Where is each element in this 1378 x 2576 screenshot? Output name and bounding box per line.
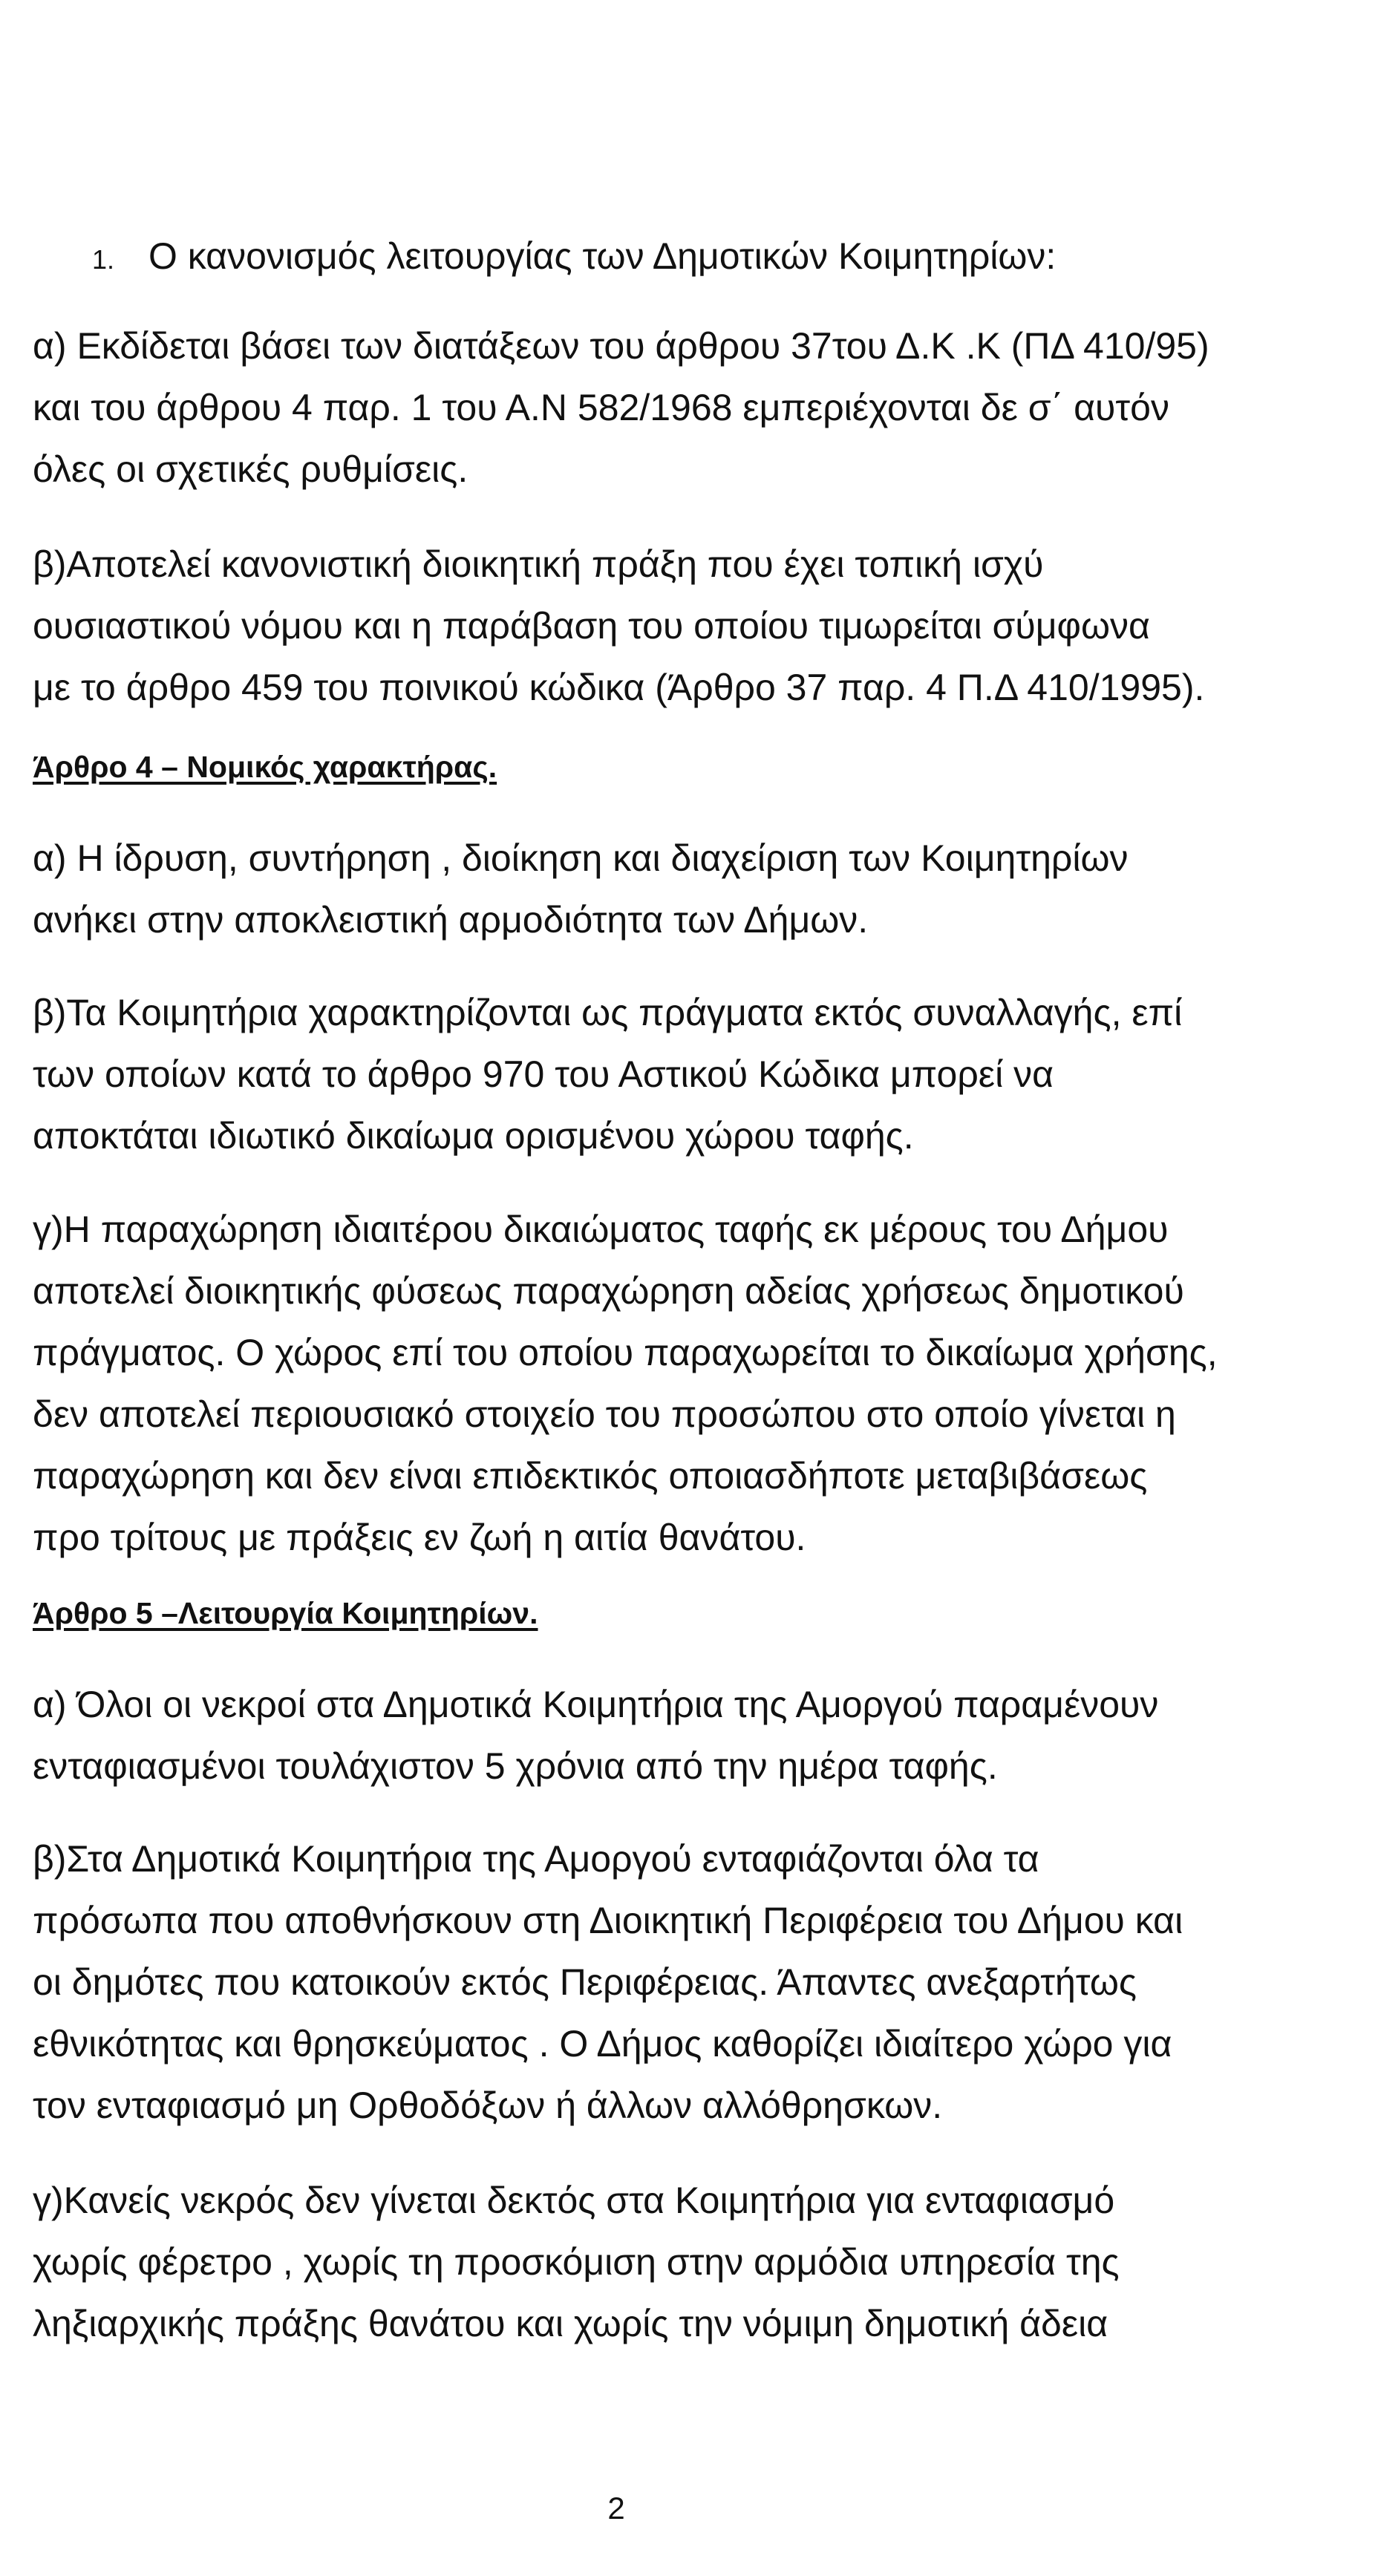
text-line: τον ενταφιασμό μη Ορθοδόξων ή άλλων αλλόθρησκων. bbox=[33, 2085, 943, 2126]
article-5-heading: Άρθρο 5 –Λειτουργία Κοιμητηρίων. bbox=[33, 1596, 538, 1630]
article-5-paragraph-a bbox=[33, 1674, 1354, 1797]
numbered-list-item bbox=[92, 230, 1056, 286]
text-line: ληξιαρχικής πράξης θανάτου και χωρίς την νόμιμη δημοτική άδεια bbox=[33, 2303, 1108, 2344]
list-item-text: Ο κανονισμός λειτουργίας των Δημοτικών Κοιμητηρίων: bbox=[148, 235, 1057, 277]
article-4-paragraph-c bbox=[33, 1199, 1354, 1569]
text-line: προ τρίτους με πράξεις εν ζωή η αιτία θανάτου. bbox=[33, 1517, 806, 1558]
text-line: ανήκει στην αποκλειστική αρμοδιότητα των Δήμων. bbox=[33, 899, 869, 941]
paragraph-b-regulatory-act bbox=[33, 534, 1354, 719]
text-line: α) Εκδίδεται βάσει των διατάξεων του άρθρου 37του Δ.Κ .Κ (ΠΔ 410/95) bbox=[33, 325, 1209, 367]
text-line: όλες οι σχετικές ρυθμίσεις. bbox=[33, 448, 468, 490]
text-line: γ)Κανείς νεκρός δεν γίνεται δεκτός στα Κοιμητήρια για ενταφιασμό bbox=[33, 2180, 1115, 2221]
page-number: 2 bbox=[607, 2491, 625, 2526]
text-line: γ)Η παραχώρηση ιδιαιτέρου δικαιώματος ταφής εκ μέρους του Δήμου bbox=[33, 1209, 1169, 1250]
text-line: χωρίς φέρετρο , χωρίς τη προσκόμιση στην αρμόδια υπηρεσία της bbox=[33, 2241, 1120, 2283]
article-5-paragraph-b bbox=[33, 1828, 1354, 2137]
text-line: ουσιαστικού νόμου και η παράβαση του οποίου τιμωρείται σύμφωνα bbox=[33, 605, 1150, 647]
article-4-paragraph-a bbox=[33, 828, 1354, 951]
text-line: β)Αποτελεί κανονιστική διοικητική πράξη που έχει τοπική ισχύ bbox=[33, 543, 1044, 585]
article-5-paragraph-c bbox=[33, 2170, 1354, 2355]
text-line: με το άρθρο 459 του ποινικού κώδικα (Άρθρο 37 παρ. 4 Π.Δ 410/1995). bbox=[33, 667, 1205, 708]
text-line: και του άρθρου 4 παρ. 1 του Α.Ν 582/1968 εμπεριέχονται δε σ΄ αυτόν bbox=[33, 387, 1169, 428]
text-line: αποκτάται ιδιωτικό δικαίωμα ορισμένου χώρου ταφής. bbox=[33, 1115, 914, 1157]
text-line: πράγματος. Ο χώρος επί του οποίου παραχωρείται το δικαίωμα χρήσης, bbox=[33, 1332, 1218, 1373]
text-line: α) Όλοι οι νεκροί στα Δημοτικά Κοιμητήρια της Αμοργού παραμένουν bbox=[33, 1684, 1159, 1725]
text-line: των οποίων κατά το άρθρο 970 του Αστικού Κώδικα μπορεί να bbox=[33, 1053, 1054, 1095]
article-4-paragraph-b bbox=[33, 982, 1354, 1167]
article-4-heading: Άρθρο 4 – Νομικός χαρακτήρας. bbox=[33, 750, 497, 784]
text-line: παραχώρηση και δεν είναι επιδεκτικός οποιασδήποτε μεταβιβάσεως bbox=[33, 1455, 1148, 1497]
text-line: αποτελεί διοικητικής φύσεως παραχώρηση αδείας χρήσεως δημοτικού bbox=[33, 1270, 1184, 1312]
list-number: 1. bbox=[92, 244, 115, 275]
text-line: δεν αποτελεί περιουσιακό στοιχείο του προσώπου στο οποίο γίνεται η bbox=[33, 1393, 1176, 1435]
paragraph-a-regulation-issuance bbox=[33, 316, 1354, 500]
text-line: β)Στα Δημοτικά Κοιμητήρια της Αμοργού ενταφιάζονται όλα τα bbox=[33, 1838, 1039, 1880]
text-line: α) Η ίδρυση, συντήρηση , διοίκηση και διαχείριση των Κοιμητηρίων bbox=[33, 837, 1129, 879]
text-line: οι δημότες που κατοικούν εκτός Περιφέρειας. Άπαντες ανεξαρτήτως bbox=[33, 1961, 1137, 2003]
text-line: β)Τα Κοιμητήρια χαρακτηρίζονται ως πράγματα εκτός συναλλαγής, επί bbox=[33, 992, 1183, 1033]
text-line: εθνικότητας και θρησκεύματος . Ο Δήμος καθορίζει ιδιαίτερο χώρο για bbox=[33, 2023, 1172, 2065]
text-line: ενταφιασμένοι τουλάχιστον 5 χρόνια από την ημέρα ταφής. bbox=[33, 1745, 998, 1787]
text-line: πρόσωπα που αποθνήσκουν στη Διοικητική Περιφέρεια του Δήμου και bbox=[33, 1900, 1183, 1941]
